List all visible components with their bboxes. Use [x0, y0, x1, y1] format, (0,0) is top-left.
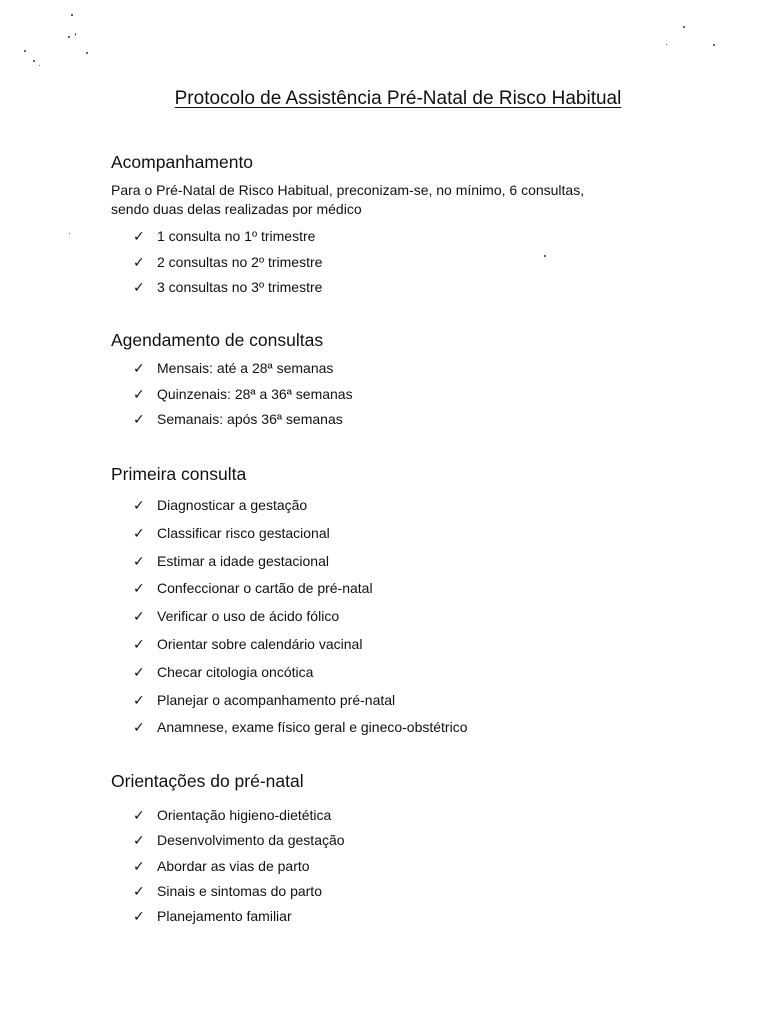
- scan-speck: [683, 26, 685, 28]
- checklist-item: [111, 857, 345, 882]
- checkmark-icon: ✓: [133, 857, 145, 874]
- checklist-item: [111, 385, 353, 411]
- document-title: Protocolo de Assistência Pré-Natal de Risco Habitual: [174, 88, 622, 109]
- section-acompanhamento: [111, 152, 584, 304]
- checklist-item-text: Planejamento familiar: [157, 908, 292, 925]
- scan-speck: [71, 14, 73, 16]
- checkmark-icon: ✓: [133, 497, 145, 513]
- checkmark-icon: ✓: [133, 608, 145, 625]
- checklist-item: [111, 253, 584, 279]
- section-heading: Acompanhamento: [111, 152, 254, 172]
- checklist-item-text: Anamnese, exame físico geral e gineco-obstétrico: [157, 719, 468, 736]
- checkmark-icon: ✓: [133, 882, 145, 899]
- checkmark-icon: ✓: [133, 580, 145, 597]
- checklist-item-text: Verificar o uso de ácido fólico: [157, 608, 340, 625]
- scan-speck: [33, 60, 35, 62]
- checklist-item: [111, 496, 468, 524]
- checklist-item-text: 2 consultas no 2º trimestre: [157, 253, 323, 270]
- checkmark-icon: ✓: [133, 691, 145, 708]
- checkmark-icon: ✓: [133, 663, 145, 680]
- checkmark-icon: ✓: [133, 253, 145, 270]
- scan-speck: [24, 50, 26, 52]
- checklist-item: [111, 635, 468, 663]
- section-agendamento: [111, 330, 353, 436]
- checklist-item-text: Checar citologia oncótica: [157, 663, 314, 680]
- checklist-item-text: Diagnosticar a gestação: [157, 497, 308, 513]
- checklist-item: [111, 691, 468, 719]
- section-intro: [111, 181, 584, 219]
- checkmark-icon: ✓: [133, 279, 145, 295]
- checklist-item: [111, 359, 353, 385]
- checklist-item-text: Semanais: após 36ª semanas: [157, 411, 343, 427]
- intro-line: sendo duas delas realizadas por médico: [111, 201, 362, 217]
- checklist: [111, 806, 345, 932]
- scan-speck: [75, 33, 76, 36]
- checklist-item-text: Mensais: até a 28ª semanas: [157, 360, 334, 376]
- checkmark-icon: ✓: [133, 807, 145, 823]
- checkmark-icon: ✓: [133, 635, 145, 652]
- checklist: [111, 496, 468, 746]
- checkmark-icon: ✓: [133, 385, 145, 402]
- checklist-item-text: Abordar as vias de parto: [157, 857, 310, 874]
- checklist-item: [111, 831, 345, 856]
- checklist-item: [111, 278, 584, 304]
- scan-speck: [666, 44, 667, 45]
- checklist-item: [111, 552, 468, 580]
- section-primeira-consulta: [111, 464, 468, 746]
- section-heading: Agendamento de consultas: [111, 330, 324, 350]
- checkmark-icon: ✓: [133, 228, 145, 244]
- scan-speck: [69, 233, 70, 234]
- checkmark-icon: ✓: [133, 719, 145, 736]
- checklist-item: [111, 663, 468, 691]
- checklist-item-text: 1 consulta no 1º trimestre: [157, 228, 316, 244]
- section-heading: Primeira consulta: [111, 464, 247, 484]
- checkmark-icon: ✓: [133, 411, 145, 427]
- checklist-item-text: Orientar sobre calendário vacinal: [157, 635, 363, 652]
- intro-line: Para o Pré-Natal de Risco Habitual, preconizam-se, no mínimo, 6 consultas,: [111, 182, 585, 198]
- checklist-item: [111, 907, 345, 932]
- checkmark-icon: ✓: [133, 908, 145, 925]
- section-heading: Orientações do pré-natal: [111, 771, 304, 791]
- section-orientacoes: [111, 771, 345, 932]
- checklist-item-text: Classificar risco gestacional: [157, 524, 330, 541]
- checklist-item: [111, 607, 468, 635]
- scan-speck: [713, 44, 715, 46]
- checkmark-icon: ✓: [133, 552, 145, 569]
- checklist-item-text: Estimar a idade gestacional: [157, 552, 329, 569]
- checkmark-icon: ✓: [133, 360, 145, 376]
- scan-speck: [68, 36, 70, 38]
- scan-speck: [39, 65, 40, 66]
- checklist-item-text: Confeccionar o cartão de pré-natal: [157, 580, 373, 597]
- checklist-item-text: Sinais e sintomas do parto: [157, 882, 322, 899]
- checklist-item: [111, 524, 468, 552]
- scan-speck: [86, 52, 88, 54]
- checklist-item-text: 3 consultas no 3º trimestre: [157, 279, 323, 295]
- checklist-item: [111, 806, 345, 831]
- checkmark-icon: ✓: [133, 524, 145, 541]
- checklist: [111, 359, 353, 436]
- checklist-item-text: Planejar o acompanhamento pré-natal: [157, 691, 396, 708]
- checklist-item-text: Orientação higieno-dietética: [157, 807, 332, 823]
- checklist-item: [111, 882, 345, 907]
- checklist-item-text: Quinzenais: 28ª a 36ª semanas: [157, 385, 353, 402]
- checklist-item: [111, 718, 468, 746]
- checklist-item: [111, 227, 584, 253]
- checklist-item-text: Desenvolvimento da gestação: [157, 832, 345, 849]
- checklist: [111, 227, 584, 304]
- checkmark-icon: ✓: [133, 832, 145, 849]
- checklist-item: [111, 579, 468, 607]
- checklist-item: [111, 410, 353, 436]
